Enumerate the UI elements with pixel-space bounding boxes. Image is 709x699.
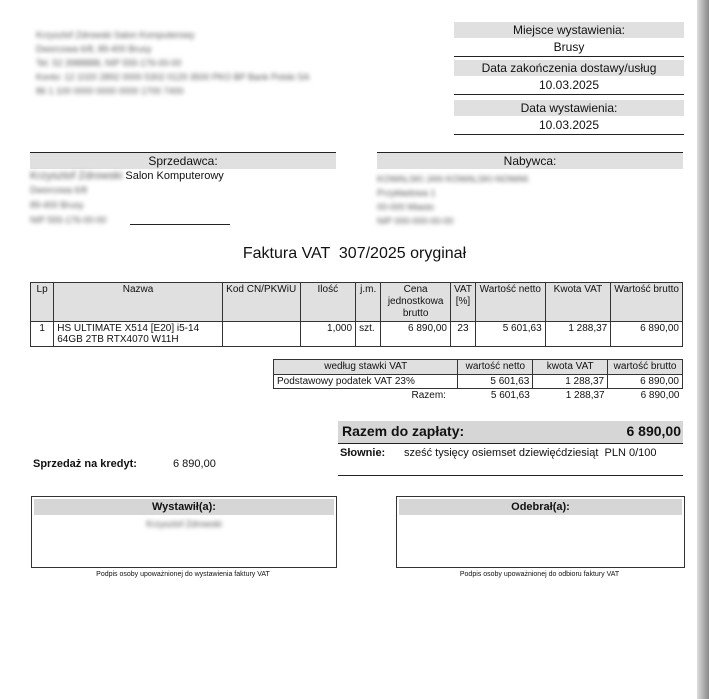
issue-value: 10.03.2025 <box>454 116 684 135</box>
seller-nip: NIP 555-176-00-00 <box>30 215 107 225</box>
page-edge <box>697 0 709 699</box>
buyer-line: Przykładowa 1 <box>377 188 436 198</box>
cell-vat: 23 <box>450 322 475 347</box>
buyer-line: NIP 000-000-00-00 <box>377 216 454 226</box>
col-name: Nazwa <box>54 283 223 322</box>
receiver-signature-box <box>396 496 685 568</box>
vat-col-gross: wartość brutto <box>608 360 683 375</box>
seller-header-line: 86 1 100 0000 0000 0000 1700 7400 <box>36 86 184 96</box>
credit-sale-label: Sprzedaż na kredyt: <box>33 458 137 470</box>
cell-unit: szt. <box>356 322 381 347</box>
vat-total-amount: 1 288,37 <box>565 390 605 401</box>
items-header-row <box>31 283 683 322</box>
seller-block <box>30 152 336 225</box>
seller-header-line: Tel. 52 3988888, NIP 555-176-00-00 <box>36 58 182 68</box>
amount-in-words-label: Słownie: <box>340 447 386 459</box>
vat-rate: Podstawowy podatek VAT 23% <box>274 375 458 389</box>
seller-name-blurred: Krzysztof Zdrowski <box>30 170 123 182</box>
col-price: Cena jednostkowa brutto <box>381 283 451 322</box>
items-table <box>30 282 683 347</box>
buyer-line: 00-000 Miasto <box>377 202 435 212</box>
col-gross: Wartość brutto <box>611 283 683 322</box>
place-block <box>454 22 684 57</box>
vat-col-rate: według stawki VAT <box>274 360 458 375</box>
delivery-value: 10.03.2025 <box>454 76 684 95</box>
receiver-label: Odebrał(a): <box>399 499 682 515</box>
cell-gross: 6 890,00 <box>611 322 683 347</box>
amount-due-value: 6 890,00 <box>626 423 681 439</box>
amount-due-label: Razem do zapłaty: <box>342 423 465 439</box>
seller-header-line: Krzysztof Zdrowski Salon Komputerowy <box>36 30 195 40</box>
table-row <box>31 322 683 347</box>
cell-price: 6 890,00 <box>381 322 451 347</box>
place-value: Brusy <box>454 38 684 57</box>
amount-in-words: sześć tysięcy osiemset dziewięćdziesiąt PLN 0/100 <box>404 447 657 459</box>
seller-name: Salon Komputerowy <box>125 170 224 182</box>
vat-col-amount: kwota VAT <box>533 360 608 375</box>
invoice-title: Faktura VAT 307/2025 oryginał <box>242 245 467 262</box>
issuer-name: Krzysztof Zdrowski <box>146 519 222 529</box>
cell-name: HS ULTIMATE X514 [E20] i5-14 64GB 2TB RTX4070 W11H <box>54 322 223 347</box>
seller-header-line: Dworcowa 6/8, 89-400 Brusy <box>36 44 152 54</box>
col-qty: Ilość <box>300 283 356 322</box>
cell-net: 5 601,63 <box>475 322 545 347</box>
cell-lp: 1 <box>31 322 54 347</box>
vat-total-row <box>274 389 683 403</box>
vat-total-gross: 6 890,00 <box>640 390 680 401</box>
vat-gross: 6 890,00 <box>608 375 683 389</box>
place-label: Miejsce wystawienia: <box>454 22 684 38</box>
buyer-block <box>377 152 683 228</box>
delivery-block <box>454 60 684 95</box>
cell-qty: 1,000 <box>300 322 356 347</box>
col-unit: j.m. <box>356 283 381 322</box>
seller-address: Dworcowa 6/8 <box>30 185 88 195</box>
col-vat: VAT [%] <box>450 283 475 322</box>
buyer-line: KOWALSKI JAN KOWALSKI-NOWAK <box>377 174 530 184</box>
vat-total-label: Razem: <box>411 390 446 401</box>
issuer-caption: Podpis osoby upoważnionej do wystawienia faktury VAT <box>96 571 270 578</box>
credit-sale-value: 6 890,00 <box>173 458 216 470</box>
vat-total-net: 5 601,63 <box>490 390 530 401</box>
col-lp: Lp <box>31 283 54 322</box>
issuer-label: Wystawił(a): <box>34 499 334 515</box>
col-net: Wartość netto <box>475 283 545 322</box>
buyer-label: Nabywca: <box>377 153 683 169</box>
col-vat-amount: Kwota VAT <box>545 283 611 322</box>
vat-net: 5 601,63 <box>458 375 533 389</box>
seller-city: 89-400 Brusy <box>30 200 84 210</box>
issuer-signature-box <box>31 496 337 568</box>
seller-header <box>36 28 446 98</box>
receiver-caption: Podpis osoby upoważnionej do odbioru faktury VAT <box>459 571 620 578</box>
vat-amount: 1 288,37 <box>533 375 608 389</box>
cell-code <box>222 322 300 347</box>
amount-due-bar <box>338 421 683 444</box>
vat-table <box>273 359 683 402</box>
vat-col-net: wartość netto <box>458 360 533 375</box>
vat-header-row <box>274 360 683 375</box>
seller-label: Sprzedawca: <box>30 153 336 169</box>
issue-block <box>454 100 684 135</box>
issue-label: Data wystawienia: <box>454 100 684 116</box>
table-row <box>274 375 683 389</box>
delivery-label: Data zakończenia dostawy/usług <box>454 60 684 76</box>
seller-header-line: Konto: 12 1020 2892 0000 5302 0129 3500 PKO BP Bank Polski SA <box>36 72 310 82</box>
cell-vat-amount: 1 288,37 <box>545 322 611 347</box>
col-code: Kod CN/PKWiU <box>222 283 300 322</box>
